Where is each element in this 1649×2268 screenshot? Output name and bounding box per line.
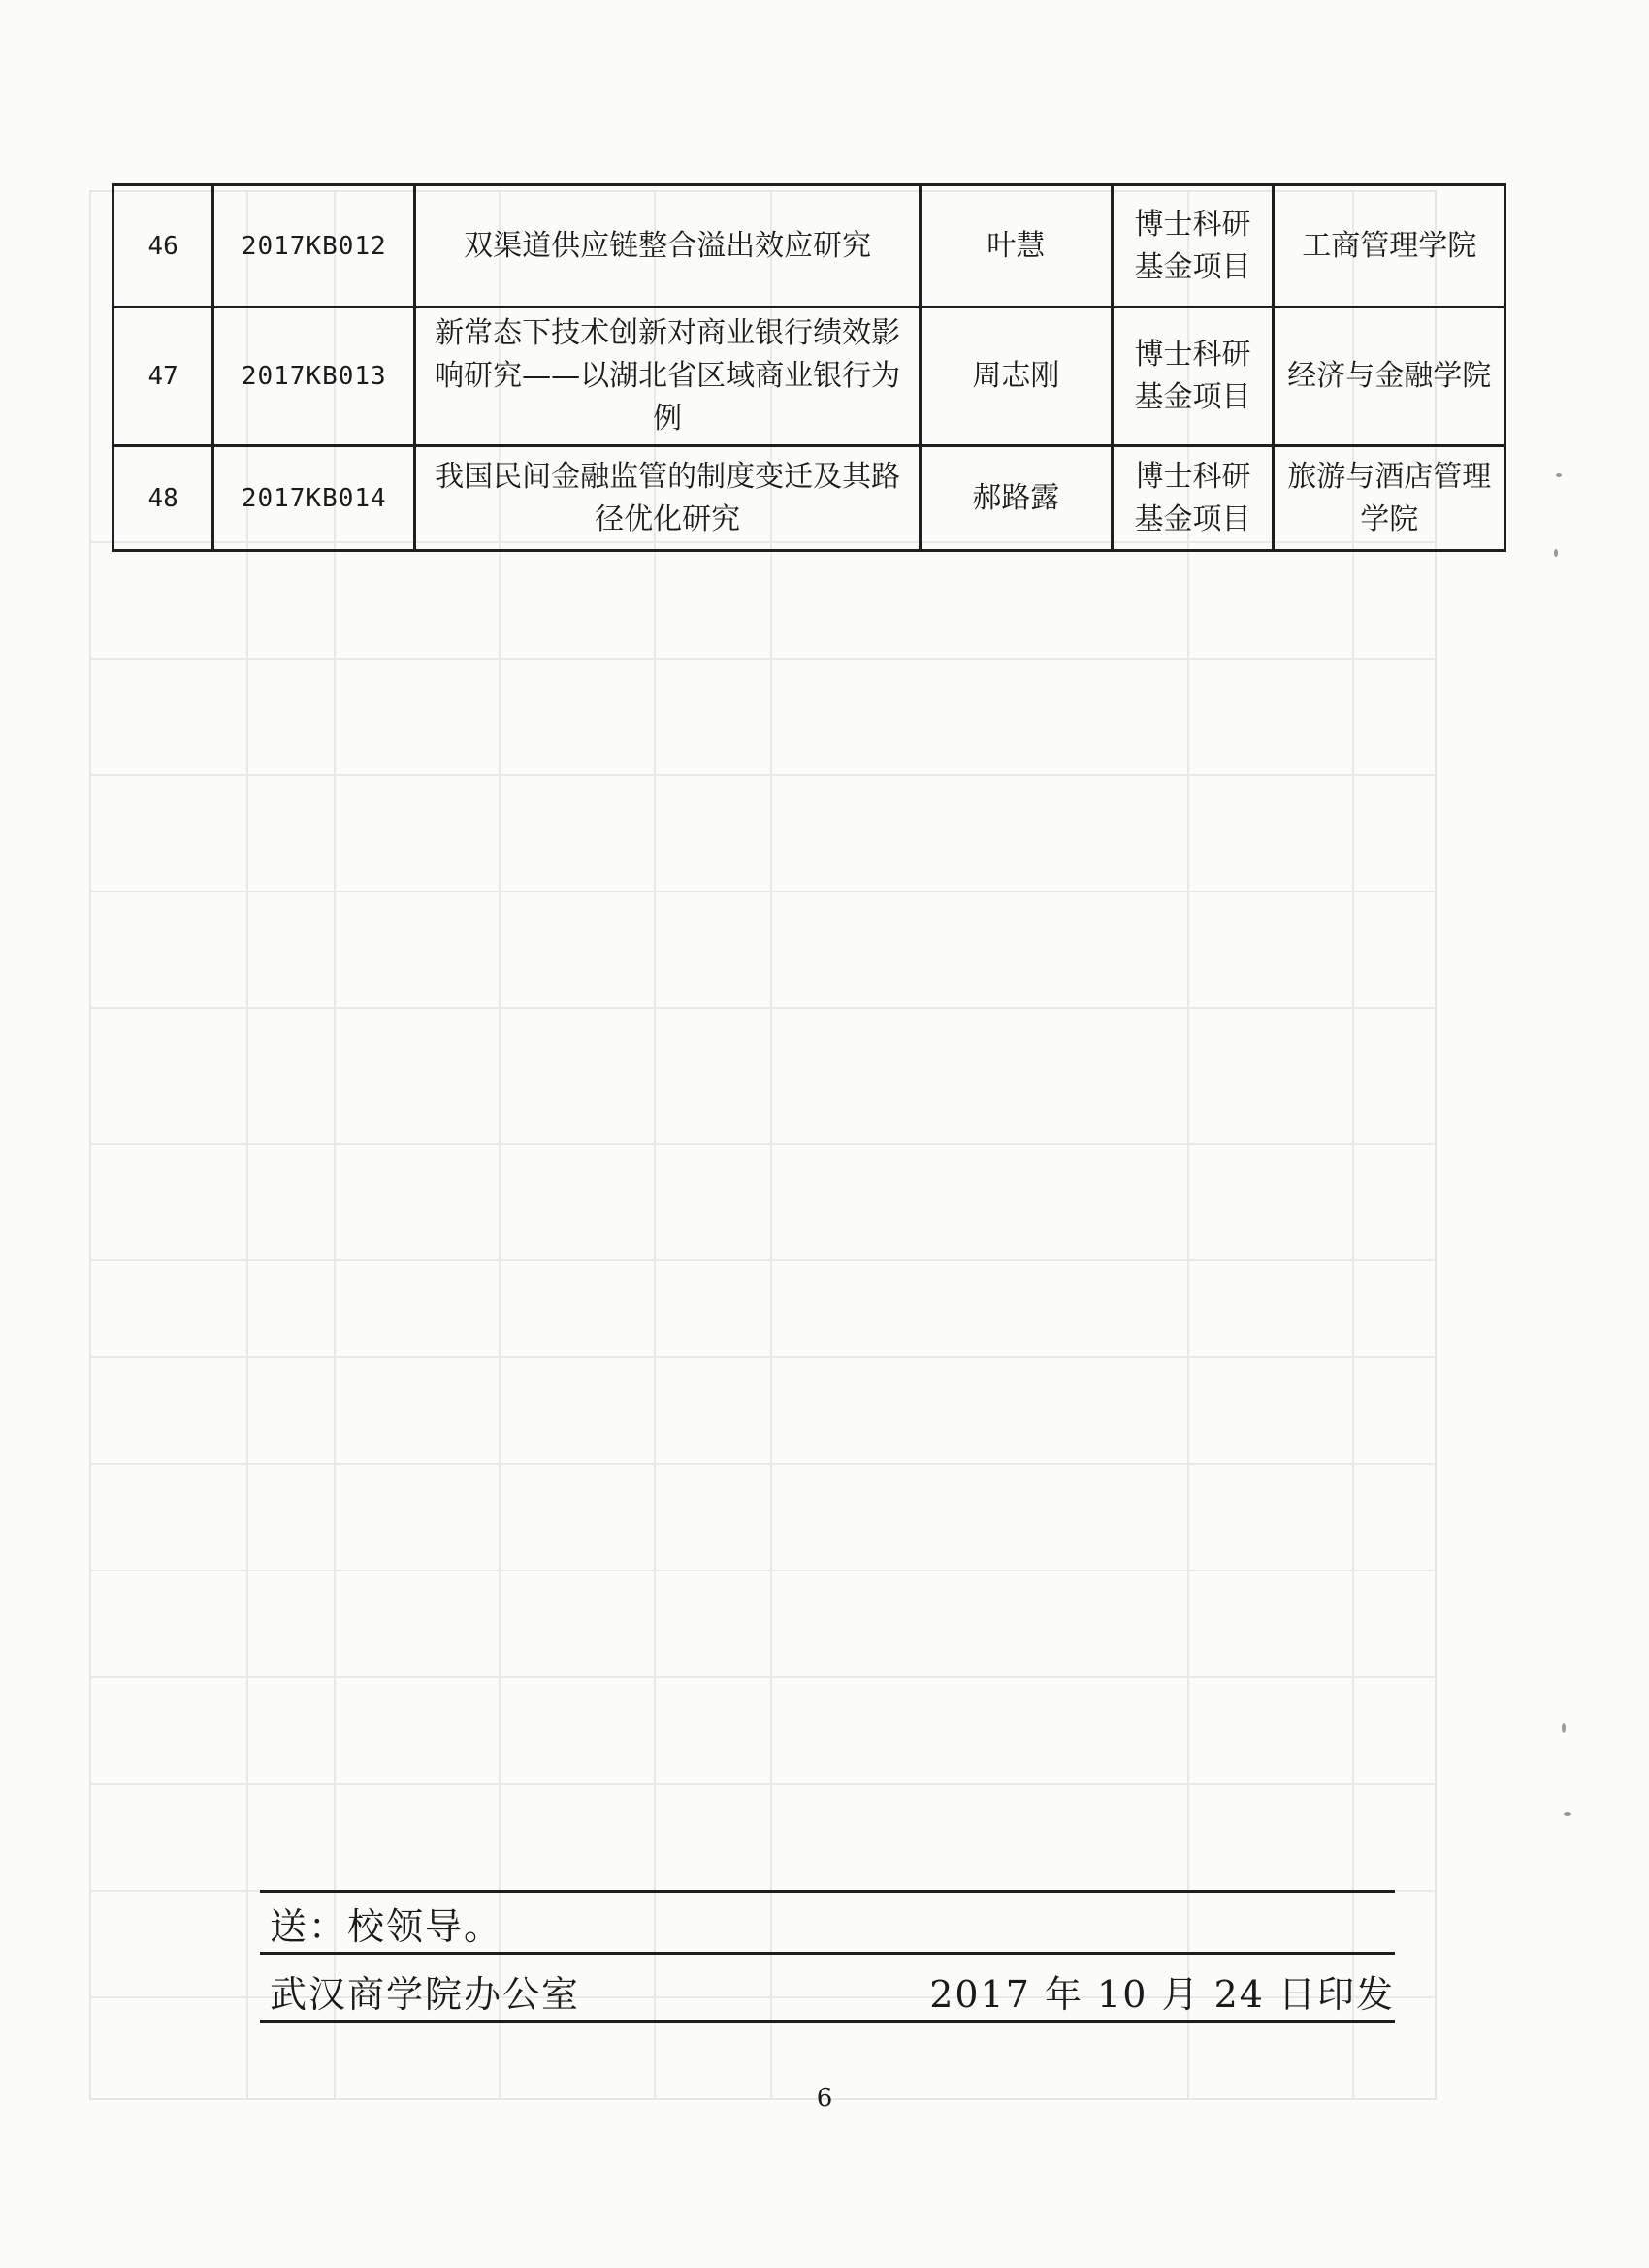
project-leader: 叶慧 [921, 185, 1113, 308]
department: 旅游与酒店管理学院 [1274, 446, 1505, 551]
project-code: 2017KB012 [213, 185, 415, 308]
footer-rule-bottom [260, 2020, 1395, 2023]
table-row [113, 446, 1505, 551]
project-title: 双渠道供应链整合溢出效应研究 [415, 185, 921, 308]
scan-speck [1554, 549, 1558, 557]
project-type: 博士科研基金项目 [1112, 446, 1274, 551]
issuing-office: 武汉商学院办公室 [270, 1973, 581, 2016]
project-title: 新常态下技术创新对商业银行绩效影响研究——以湖北省区域商业银行为例 [415, 308, 921, 446]
table-row [113, 185, 1505, 308]
department: 工商管理学院 [1274, 185, 1505, 308]
row-number: 47 [113, 308, 213, 446]
project-code: 2017KB014 [213, 446, 415, 551]
department: 经济与金融学院 [1274, 308, 1505, 446]
project-table [112, 183, 1506, 552]
issue-date: 2017 年 10 月 24 日印发 [929, 1973, 1395, 2016]
distribution-line: 送：校领导。 [270, 1905, 503, 1948]
project-code: 2017KB013 [213, 308, 415, 446]
scan-speck [1556, 473, 1562, 477]
row-number: 48 [113, 446, 213, 551]
project-leader: 郝路露 [921, 446, 1113, 551]
footer-rule-middle [260, 1952, 1395, 1955]
footer-rule-top [260, 1890, 1395, 1893]
row-number: 46 [113, 185, 213, 308]
project-type: 博士科研基金项目 [1112, 308, 1274, 446]
project-type: 博士科研基金项目 [1112, 185, 1274, 308]
project-leader: 周志刚 [921, 308, 1113, 446]
scan-speck [1564, 1812, 1571, 1816]
table-row [113, 308, 1505, 446]
page-number: 6 [816, 2084, 833, 2113]
project-title: 我国民间金融监管的制度变迁及其路径优化研究 [415, 446, 921, 551]
scan-speck [1562, 1723, 1566, 1733]
